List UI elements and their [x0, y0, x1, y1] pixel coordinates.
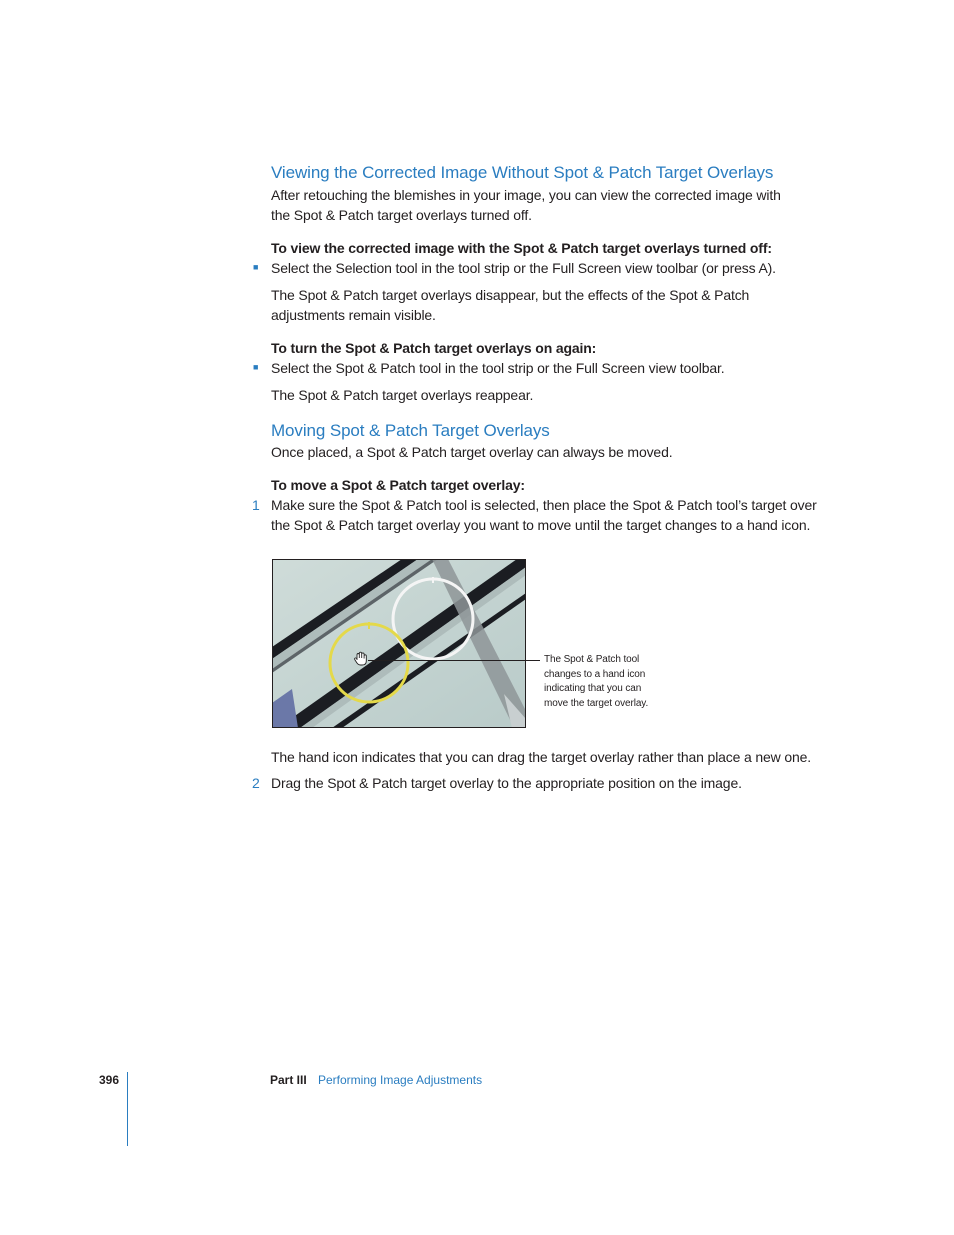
caption-line3: indicating that you can — [544, 683, 642, 695]
step1-line1: Make sure the Spot & Patch tool is selected, then place the Spot & Patch tool’s target over — [271, 497, 817, 513]
task3-heading: To move a Spot & Patch target overlay: — [271, 477, 525, 493]
step1-line2: the Spot & Patch target overlay you want to move until the target changes to a hand icon. — [271, 517, 811, 533]
caption-line4: move the target overlay. — [544, 698, 649, 710]
page-number: 396 — [99, 1073, 120, 1087]
section1-intro — [271, 185, 781, 225]
task1-heading: To view the corrected image with the Spot & Patch target overlays turned off: — [271, 240, 772, 256]
section1-intro-line1: After retouching the blemishes in your image, you can view the corrected image with — [271, 187, 781, 203]
task1-result-line1: The Spot & Patch target overlays disappear, but the effects of the Spot & Patch — [271, 287, 750, 303]
caption-line1: The Spot & Patch tool — [544, 654, 640, 665]
task2-heading: To turn the Spot & Patch target overlays on again: — [271, 340, 597, 356]
step1-text — [271, 495, 817, 535]
footer-part: Part III — [270, 1073, 307, 1087]
task1-bullet-text: Select the Selection tool in the tool strip or the Full Screen view toolbar (or press A). — [271, 260, 776, 276]
step-number: 1 — [252, 497, 260, 513]
after-figure-text: The hand icon indicates that you can drag the target overlay rather than place a new one. — [271, 749, 812, 765]
section1-intro-line2: the Spot & Patch target overlays turned off. — [271, 207, 532, 223]
square-bullet-icon: ■ — [253, 262, 259, 272]
figure-border — [272, 559, 526, 728]
callout-line — [368, 660, 540, 661]
task1-result-line2: adjustments remain visible. — [271, 307, 436, 323]
step2-text: Drag the Spot & Patch target overlay to the appropriate position on the image. — [271, 775, 742, 791]
task2-bullet-text: Select the Spot & Patch tool in the tool strip or the Full Screen view toolbar. — [271, 360, 725, 376]
section2-intro: Once placed, a Spot & Patch target overlay can always be moved. — [271, 444, 673, 460]
figure-screenshot — [272, 559, 526, 728]
figure-caption — [544, 653, 648, 712]
task1-result — [271, 285, 749, 325]
task2-result: The Spot & Patch target overlays reappear. — [271, 387, 534, 403]
section-heading-viewing: Viewing the Corrected Image Without Spot & Patch Target Overlays — [271, 163, 774, 182]
footer-rule — [127, 1072, 128, 1146]
square-bullet-icon: ■ — [253, 362, 259, 372]
step-number: 2 — [252, 775, 260, 791]
section-heading-moving: Moving Spot & Patch Target Overlays — [271, 421, 550, 440]
footer-chapter-title: Performing Image Adjustments — [318, 1073, 483, 1087]
caption-line2: changes to a hand icon — [544, 668, 646, 680]
